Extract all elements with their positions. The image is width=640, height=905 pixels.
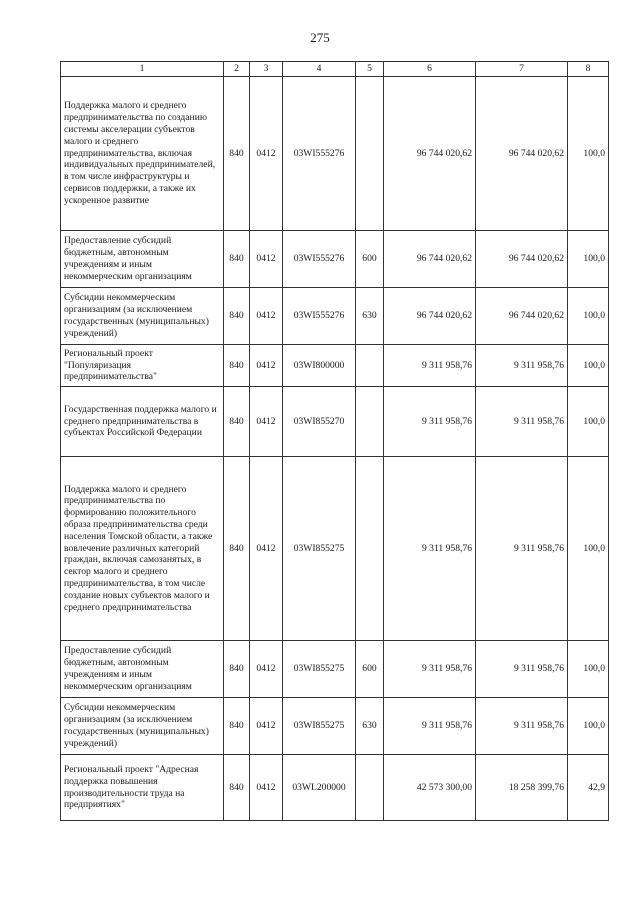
expense-type-code: 600 [356, 231, 384, 288]
col-header-8: 8 [568, 62, 609, 77]
grbs-code: 840 [224, 641, 250, 698]
col-header-6: 6 [384, 62, 476, 77]
actual-amount: 9 311 958,76 [476, 345, 568, 387]
expense-type-code [356, 755, 384, 821]
section-code: 0412 [250, 457, 283, 641]
table-row [61, 641, 609, 698]
actual-amount: 9 311 958,76 [476, 457, 568, 641]
planned-amount: 96 744 020,62 [384, 288, 476, 345]
section-code: 0412 [250, 345, 283, 387]
grbs-code: 840 [224, 387, 250, 457]
table-row [61, 288, 609, 345]
execution-percent: 100,0 [568, 457, 609, 641]
col-header-2: 2 [224, 62, 250, 77]
actual-amount: 96 744 020,62 [476, 231, 568, 288]
planned-amount: 96 744 020,62 [384, 231, 476, 288]
row-name: Предоставление субсидий бюджетным, автономным учреждениям и иным некоммерческим организациям [61, 231, 224, 288]
row-name: Государственная поддержка малого и среднего предпринимательства в субъектах Российской Федерации [61, 387, 224, 457]
row-name: Поддержка малого и среднего предпринимательства по созданию системы акселерации субъектов малого и среднего предпринимательства, включая индивидуальных предпринимателей, в том числе инфраструктуры и сервисов поддержки, а также их ускоренное развитие [61, 77, 224, 231]
section-code: 0412 [250, 288, 283, 345]
col-header-4: 4 [283, 62, 356, 77]
col-header-3: 3 [250, 62, 283, 77]
expense-type-code [356, 77, 384, 231]
planned-amount: 9 311 958,76 [384, 641, 476, 698]
expense-type-code: 630 [356, 288, 384, 345]
execution-percent: 42,9 [568, 755, 609, 821]
actual-amount: 9 311 958,76 [476, 698, 568, 755]
section-code: 0412 [250, 641, 283, 698]
grbs-code: 840 [224, 755, 250, 821]
budget-table [60, 61, 609, 821]
execution-percent: 100,0 [568, 387, 609, 457]
row-name: Региональный проект "Популяризация предпринимательства" [61, 345, 224, 387]
col-header-1: 1 [61, 62, 224, 77]
target-article-code: 03WI855275 [283, 698, 356, 755]
target-article-code: 03WI555276 [283, 77, 356, 231]
actual-amount: 9 311 958,76 [476, 387, 568, 457]
execution-percent: 100,0 [568, 231, 609, 288]
section-code: 0412 [250, 231, 283, 288]
grbs-code: 840 [224, 77, 250, 231]
planned-amount: 42 573 300,00 [384, 755, 476, 821]
table-row [61, 345, 609, 387]
target-article-code: 03WI555276 [283, 288, 356, 345]
row-name: Поддержка малого и среднего предпринимательства по формированию положительного образа предпринимательства среди населения Томской области, а также вовлечение различных категорий граждан, включая самозанятых, в сектор малого и среднего предпринимательства, в том числе создание новых субъектов малого и среднего предпринимательства [61, 457, 224, 641]
expense-type-code: 600 [356, 641, 384, 698]
col-header-5: 5 [356, 62, 384, 77]
execution-percent: 100,0 [568, 77, 609, 231]
section-code: 0412 [250, 77, 283, 231]
planned-amount: 9 311 958,76 [384, 698, 476, 755]
target-article-code: 03WI555276 [283, 231, 356, 288]
section-code: 0412 [250, 755, 283, 821]
target-article-code: 03WI855275 [283, 641, 356, 698]
table-row [61, 231, 609, 288]
expense-type-code [356, 345, 384, 387]
expense-type-code [356, 457, 384, 641]
table-body [61, 77, 609, 821]
execution-percent: 100,0 [568, 641, 609, 698]
planned-amount: 96 744 020,62 [384, 77, 476, 231]
actual-amount: 96 744 020,62 [476, 288, 568, 345]
target-article-code: 03WL200000 [283, 755, 356, 821]
actual-amount: 18 258 399,76 [476, 755, 568, 821]
grbs-code: 840 [224, 231, 250, 288]
row-name: Предоставление субсидий бюджетным, автономным учреждениям и иным некоммерческим организациям [61, 641, 224, 698]
actual-amount: 9 311 958,76 [476, 641, 568, 698]
expense-type-code: 630 [356, 698, 384, 755]
section-code: 0412 [250, 387, 283, 457]
planned-amount: 9 311 958,76 [384, 387, 476, 457]
target-article-code: 03WI855275 [283, 457, 356, 641]
row-name: Субсидии некоммерческим организациям (за исключением государственных (муниципальных) учреждений) [61, 288, 224, 345]
execution-percent: 100,0 [568, 288, 609, 345]
page-number: 275 [310, 30, 330, 45]
execution-percent: 100,0 [568, 698, 609, 755]
target-article-code: 03WI855270 [283, 387, 356, 457]
actual-amount: 96 744 020,62 [476, 77, 568, 231]
table-row [61, 698, 609, 755]
grbs-code: 840 [224, 457, 250, 641]
row-name: Субсидии некоммерческим организациям (за исключением государственных (муниципальных) учреждений) [61, 698, 224, 755]
target-article-code: 03WI800000 [283, 345, 356, 387]
section-code: 0412 [250, 698, 283, 755]
table-row [61, 77, 609, 231]
planned-amount: 9 311 958,76 [384, 457, 476, 641]
grbs-code: 840 [224, 288, 250, 345]
grbs-code: 840 [224, 698, 250, 755]
table-row [61, 755, 609, 821]
row-name: Региональный проект "Адресная поддержка повышения производительности труда на предприятиях" [61, 755, 224, 821]
expense-type-code [356, 387, 384, 457]
planned-amount: 9 311 958,76 [384, 345, 476, 387]
header-row [61, 62, 609, 77]
grbs-code: 840 [224, 345, 250, 387]
table-row [61, 457, 609, 641]
col-header-7: 7 [476, 62, 568, 77]
table-row [61, 387, 609, 457]
execution-percent: 100,0 [568, 345, 609, 387]
